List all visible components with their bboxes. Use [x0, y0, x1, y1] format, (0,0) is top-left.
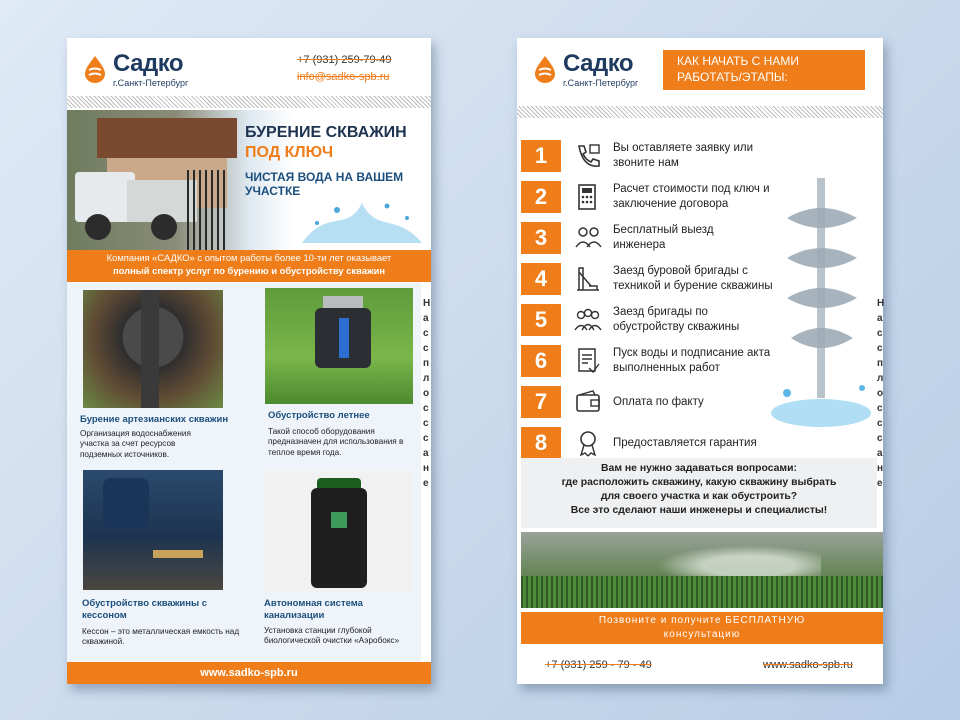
- logo-name: Садко: [113, 50, 184, 77]
- service-desc: Организация водоснабжения участка за счет ресурсов подземных источников.: [80, 429, 191, 459]
- hatch-divider: [67, 96, 431, 108]
- edge-letter: с: [877, 403, 883, 414]
- drilling-rig-icon: [573, 264, 603, 294]
- headline-1: БУРЕНИЕ СКВАЖИН: [245, 124, 407, 141]
- septic-tank: [311, 488, 367, 588]
- step-number: 4: [521, 263, 561, 295]
- flyer-steps: [517, 38, 883, 684]
- edge-letter: а: [423, 448, 429, 459]
- step-number: 6: [521, 345, 561, 377]
- logo-city: г.Санкт-Петербург: [113, 78, 189, 88]
- question-line: Вам не нужно задаваться вопросами:: [601, 463, 797, 474]
- cta-banner[interactable]: [521, 612, 883, 644]
- step-item: [521, 136, 793, 176]
- cta-line-1: Позвоните и получите БЕСПЛАТНУЮ: [598, 615, 806, 626]
- step-text: Заезд буровой бригады с техникой и бурение скважины: [613, 265, 773, 292]
- step-item: [521, 341, 793, 381]
- edge-letter: с: [423, 418, 429, 429]
- service-photo-drilling: [83, 290, 223, 408]
- workers-icon: [573, 305, 603, 335]
- edge-letter: Н: [877, 298, 885, 309]
- truck-wheel: [85, 214, 111, 240]
- service-title: Бурение артезианских скважин: [80, 414, 229, 425]
- service-desc: Установка станции глубокой биологической очистки «Аэробокс»: [264, 626, 400, 646]
- edge-letter: с: [423, 328, 429, 339]
- phone-icon: [573, 141, 603, 171]
- logo-city: г.Санкт-Петербург: [563, 78, 639, 88]
- calculator-icon: [573, 182, 603, 212]
- step-text: Пуск воды и подписание акта выполненных работ: [613, 347, 771, 374]
- step-number: 3: [521, 222, 561, 254]
- blue-pipe: [339, 318, 349, 358]
- service-desc: Такой способ оборудования предназначен для использования в теплое время года.: [268, 427, 404, 457]
- service-title: Обустройство летнее: [268, 410, 370, 421]
- email[interactable]: info@sadko-spb.ru: [297, 70, 390, 83]
- edge-letter: п: [423, 358, 430, 369]
- drill-pipe: [141, 290, 159, 408]
- edge-letter: о: [877, 388, 884, 399]
- edge-letter: л: [423, 373, 430, 384]
- service-title: Обустройство скважины с кессоном: [82, 598, 208, 622]
- hero: [67, 110, 431, 250]
- edge-text: [423, 296, 433, 491]
- cta-line-2: консультацию: [663, 629, 741, 640]
- edge-letter: Н: [423, 298, 431, 309]
- house-roof: [97, 118, 237, 158]
- guarantee-icon: [573, 428, 603, 458]
- edge-letter: а: [423, 313, 429, 324]
- septic-logo-icon: [331, 512, 347, 528]
- step-text: Вы оставляете заявку или звоните нам: [613, 142, 754, 169]
- step-item: [521, 259, 793, 299]
- question-line: для своего участка и как обустроить?: [600, 491, 798, 503]
- edge-letter: с: [423, 343, 429, 354]
- contacts: [297, 52, 391, 85]
- logo: [81, 50, 188, 88]
- truck-cabin: [75, 172, 135, 222]
- engineers-icon: [573, 223, 603, 253]
- footer-url[interactable]: [67, 662, 431, 684]
- service-photo-summer: [265, 288, 413, 404]
- step-item: [521, 382, 793, 422]
- edge-letter: с: [877, 328, 883, 339]
- step-text: Расчет стоимости под ключ и заключение договора: [613, 183, 770, 210]
- service-photo-septic: [265, 470, 413, 592]
- flyer-services: [67, 38, 431, 684]
- banner-line-1: Компания «САДКО» с опытом работы более 10-ти лет оказывает: [106, 252, 392, 263]
- logo: [531, 50, 638, 88]
- headline-2: ПОД КЛЮЧ: [245, 144, 334, 161]
- question-line: где расположить скважину, какую скважину выбрать: [561, 477, 837, 489]
- edge-letter: н: [423, 463, 430, 474]
- wallet-icon: [573, 387, 603, 417]
- truck-wheel: [151, 214, 177, 240]
- edge-letter: е: [423, 478, 429, 489]
- step-text: Оплата по факту: [613, 395, 704, 408]
- website[interactable]: www.sadko-spb.ru: [763, 659, 853, 671]
- tank: [103, 478, 149, 528]
- headline-3: ЧИСТАЯ ВОДА НА ВАШЕМ УЧАСТКЕ: [245, 170, 404, 199]
- footer-url-text[interactable]: www.sadko-spb.ru: [200, 667, 298, 679]
- step-text: Заезд бригады по обустройству скважины: [613, 306, 740, 333]
- edge-letter: с: [423, 433, 429, 444]
- edge-letter: с: [877, 433, 883, 444]
- step-item: [521, 177, 793, 217]
- gate: [187, 170, 227, 250]
- steps-list: [521, 136, 793, 464]
- edge-letter: а: [877, 448, 883, 459]
- edge-letter: п: [877, 358, 884, 369]
- logo-drop-icon: [531, 54, 559, 84]
- edge-letter: л: [877, 373, 884, 384]
- step-number: 5: [521, 304, 561, 336]
- phone[interactable]: +7 (931) 259 - 79 - 49: [545, 659, 652, 671]
- edge-letter: с: [877, 418, 883, 429]
- intro-banner: [67, 250, 431, 282]
- service-title: Автономная система канализации: [264, 598, 363, 622]
- step-item: [521, 423, 793, 463]
- question-line: Все это сделают наши инженеры и специалисты!: [570, 505, 828, 517]
- logo-name: Садко: [563, 50, 634, 77]
- question-block: [521, 458, 877, 528]
- step-text: Бесплатный выезд инженера: [613, 224, 714, 251]
- step-number: 2: [521, 181, 561, 213]
- grass: [521, 576, 883, 608]
- edge-letter: с: [877, 343, 883, 354]
- pipe: [323, 296, 363, 308]
- edge-letter: н: [877, 463, 884, 474]
- phone[interactable]: +7 (931) 259-79-49: [297, 54, 392, 66]
- step-text: Предоставляется гарантия: [613, 436, 757, 449]
- logo-drop-icon: [81, 54, 109, 84]
- service-desc: Кессон – это металлическая емкость над скважиной.: [82, 627, 240, 647]
- step-number: 1: [521, 140, 561, 172]
- document-icon: [573, 346, 603, 376]
- valve: [153, 550, 203, 558]
- step-number: 8: [521, 427, 561, 459]
- service-photo-caisson: [83, 470, 223, 590]
- banner-line-2: полный спектр услуг по бурению и обустройству скважин: [112, 264, 386, 276]
- step-item: [521, 300, 793, 340]
- step-item: [521, 218, 793, 258]
- edge-letter: о: [423, 388, 430, 399]
- steps-header: КАК НАЧАТЬ С НАМИ РАБОТАТЬ/ЭТАПЫ:: [663, 50, 865, 90]
- edge-letter: а: [877, 313, 883, 324]
- hatch-divider: [517, 106, 883, 118]
- edge-text: [877, 296, 885, 491]
- sprinkler-photo: [521, 532, 883, 608]
- edge-letter: е: [877, 478, 883, 489]
- step-number: 7: [521, 386, 561, 418]
- septic-lid: [317, 478, 361, 488]
- edge-letter: с: [423, 403, 429, 414]
